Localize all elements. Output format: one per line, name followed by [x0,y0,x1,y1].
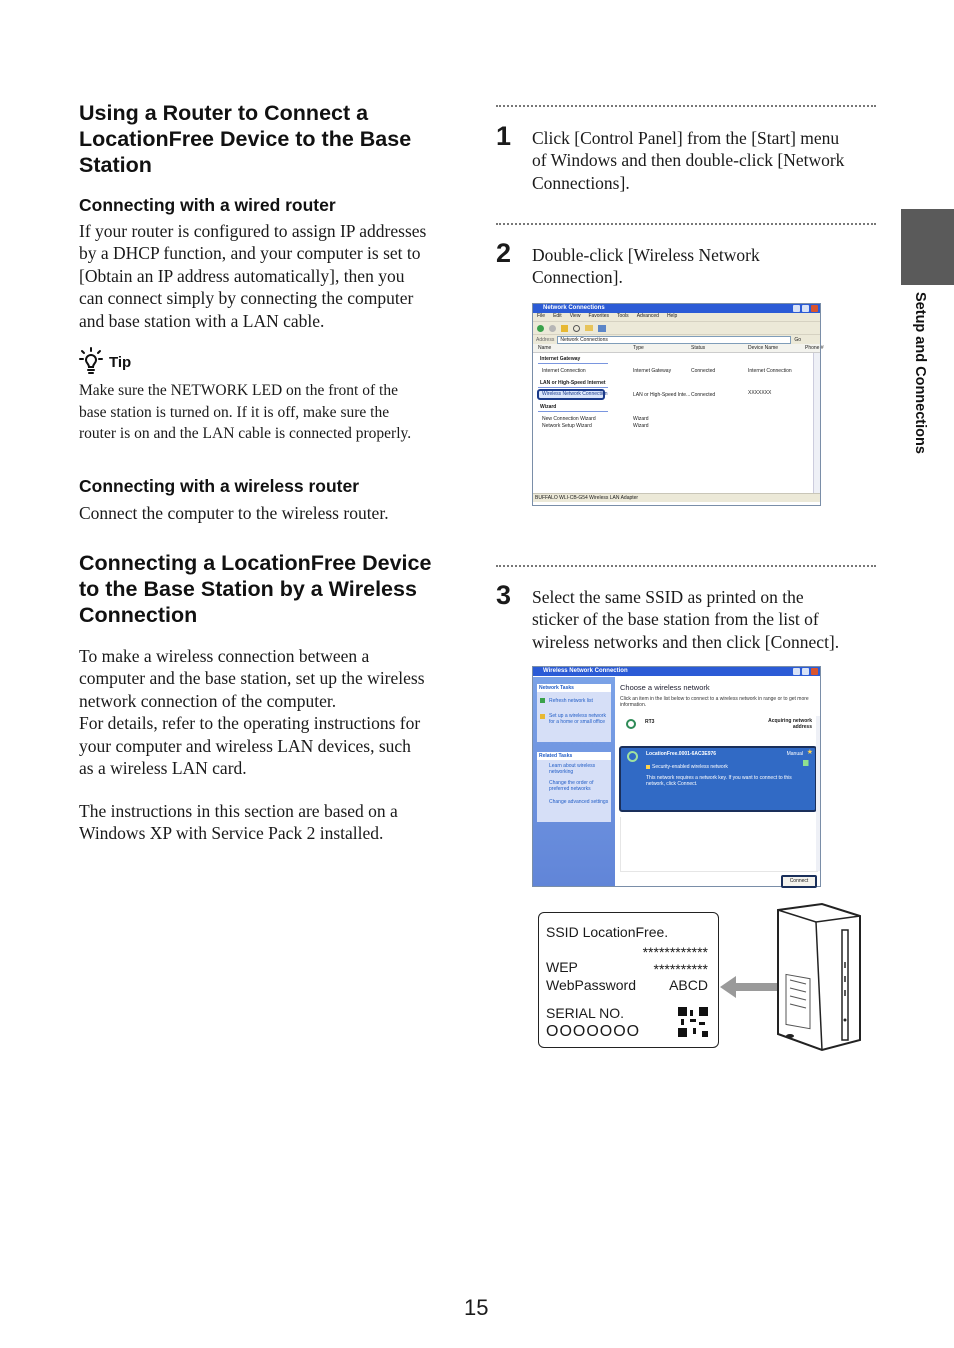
window-titlebar: Wireless Network Connection [533,667,820,676]
refresh-network-list-link[interactable]: Refresh network list [549,698,593,704]
forward-icon[interactable] [549,325,556,332]
group-divider [538,411,608,412]
wireless-router-text: Connect the computer to the wireless router. [79,503,389,523]
col-status[interactable]: Status [691,345,706,351]
manual-badge: Manual [786,751,803,757]
menu-file[interactable]: File [537,313,546,319]
views-icon[interactable] [598,325,606,332]
step2-divider [496,223,876,225]
row-wizard1-type: Wizard [633,416,649,422]
tip-header [79,347,131,375]
group-divider [538,387,608,388]
column-headers [533,344,824,353]
wireless-router-heading: Connecting with a wireless router [79,476,360,496]
lightbulb-icon [79,347,103,375]
maximize-icon[interactable] [802,668,809,675]
related-tasks-box [537,752,611,822]
sticker-ssid-value: ************ [642,944,708,960]
col-name[interactable]: Name [538,345,552,351]
sticker-serial-value: OOOOOOO [546,1023,641,1040]
task-pane [533,677,615,886]
row-wireless-status: Connected [691,392,716,398]
side-tab-label: Setup and Connections [912,292,928,454]
menu-advanced[interactable]: Advanced [636,313,659,319]
col-device[interactable]: Device Name [748,345,779,351]
row-internet-name[interactable]: Internet Connection [542,368,586,374]
qr-code-icon [678,1007,708,1037]
row-wireless-device: XXXXXXX [748,390,772,396]
wired-router-text: If your router is configured to assign IP addresses by a DHCP function, and your computer is set to [Obtain an IP address automatically], then you can connect simply by connecting the computer and base station with a LAN cable. [79,221,427,331]
go-button[interactable]: Go [794,336,802,343]
network-tasks-heading: Network Tasks [537,684,611,692]
setup-wireless-link[interactable]: Set up a wireless network for a home or small office [549,713,606,725]
back-icon[interactable] [537,325,544,332]
tip-label: Tip [109,354,132,371]
sticker-webpassword-label: WebPassword [546,977,637,993]
choose-network-heading: Choose a wireless network [620,683,710,692]
group-lan: LAN or High-Speed Internet [540,380,606,386]
change-advanced-link[interactable]: Change advanced settings [549,799,609,805]
step2-number: 2 [496,238,512,268]
rt3-status: Acquiring network address [768,718,812,730]
security-enabled-text: Security-enabled wireless network [652,764,728,770]
sticker-webpassword-value: ABCD [669,977,708,993]
list-bottom-area [620,817,818,872]
menu-bar [533,313,820,321]
address-bar [533,334,820,344]
wired-router-heading: Connecting with a wired router [79,195,336,215]
learn-wireless-link[interactable]: Learn about wireless networking [549,763,596,775]
toolbar [533,321,820,334]
vertical-scrollbar[interactable] [816,716,820,871]
group-divider [538,363,608,364]
lock-icon [646,765,650,769]
menu-help[interactable]: Help [666,313,678,319]
rt3-ssid: RT3 [645,719,655,725]
locationfree-ssid: LocationFree.0001-6AC3E976 [646,751,717,757]
choose-network-desc: Click an item in the list below to connect to a wireless network in range or to get more information. [620,696,809,708]
network-key-desc: This network requires a network key. If you want to connect to this network, click Connect. [646,775,792,787]
close-icon[interactable] [811,668,818,675]
row-internet-type: Internet Gateway [633,368,672,374]
group-wizard: Wizard [540,404,557,410]
menu-tools[interactable]: Tools [617,313,629,319]
row-internet-device: Internet Connection [748,368,792,374]
menu-view[interactable]: View [569,313,581,319]
close-icon[interactable] [811,305,818,312]
setup-wireless-icon [540,714,545,719]
section2-para1: To make a wireless connection between a computer and the base station, set up the wireless network connection of the computer. For details, refer to the operating instructions for your computer and wireless LAN devices, such as a wireless LAN card. [79,646,425,779]
side-tab [901,209,954,285]
base-station-sticker [538,912,719,1048]
network-item-locationfree[interactable] [619,746,817,812]
minimize-icon[interactable] [793,668,800,675]
group-internet: Internet Gateway [540,356,581,362]
window-titlebar: Network Connections [533,304,820,313]
wireless-network-window [532,666,821,887]
network-list-pane [615,677,820,886]
page-number: 15 [464,1295,489,1320]
sticker-serial-label: SERIAL NO. [546,1005,625,1021]
step3-text: Select the same SSID as printed on the sticker of the base station from the list of wireless networks and then click [Connect]. [532,587,840,652]
maximize-icon[interactable] [802,305,809,312]
row-wizard1-name[interactable]: New Connection Wizard [542,416,596,422]
up-icon[interactable] [561,325,568,332]
step1-text: Click [Control Panel] from the [Start] menu of Windows and then double-click [Network Connections]. [532,128,845,193]
base-station-device [772,902,866,1052]
row-wireless-type: LAN or High-Speed Inte... [633,392,691,398]
menu-edit[interactable]: Edit [553,313,562,319]
star-icon: ★ [806,749,813,756]
wireless-signal-icon [626,719,636,729]
tip-text: Make sure the NETWORK LED on the front of the base station is turned on. If it is off, make sure the router is on and the LAN cable is connected properly. [79,382,412,442]
section2-title: Connecting a LocationFree Device to the Base Station by a Wireless Connection [79,551,432,627]
address-input[interactable]: Network Connections [557,336,791,344]
step3-divider [496,565,876,567]
folders-icon[interactable] [585,325,593,331]
step1-number: 1 [496,121,512,151]
step3-number: 3 [496,580,512,610]
section1-title: Using a Router to Connect a LocationFree Device to the Base Station [79,101,412,177]
row-internet-status: Connected [691,368,716,374]
row-wireless-name[interactable]: Wireless Network Connection [542,391,608,397]
network-connections-window [532,303,824,506]
network-item-rt3[interactable] [620,716,818,742]
search-icon[interactable] [573,325,580,332]
address-label: Address [536,336,555,343]
sticker-wep-value: ********** [653,961,708,977]
change-order-link[interactable]: Change the order of preferred networks [549,780,594,792]
menu-favorites[interactable]: Favorites [588,313,609,319]
signal-bars-icon [803,760,812,766]
row-wizard2-name[interactable]: Network Setup Wizard [542,423,592,429]
col-phone[interactable]: Phone # [805,345,824,351]
refresh-icon [540,698,545,703]
network-tasks-box [537,684,611,742]
step1-divider [496,105,876,107]
wireless-signal-icon [627,751,638,762]
row-wizard2-type: Wizard [633,423,649,429]
sticker-wep-label: WEP [546,959,578,975]
status-bar: BUFFALO WLI-CB-G54 Wireless LAN Adapter [533,493,820,502]
connections-list [533,353,820,493]
col-type[interactable]: Type [633,345,644,351]
vertical-scrollbar[interactable] [813,353,820,493]
connect-button[interactable]: Connect [781,875,817,888]
step2-text: Double-click [Wireless Network Connection]. [532,245,760,288]
section2-para2: The instructions in this section are based on a Windows XP with Service Pack 2 installed. [79,801,398,844]
related-tasks-heading: Related Tasks [537,752,611,760]
minimize-icon[interactable] [793,305,800,312]
sticker-ssid-label: SSID LocationFree. [546,924,669,940]
